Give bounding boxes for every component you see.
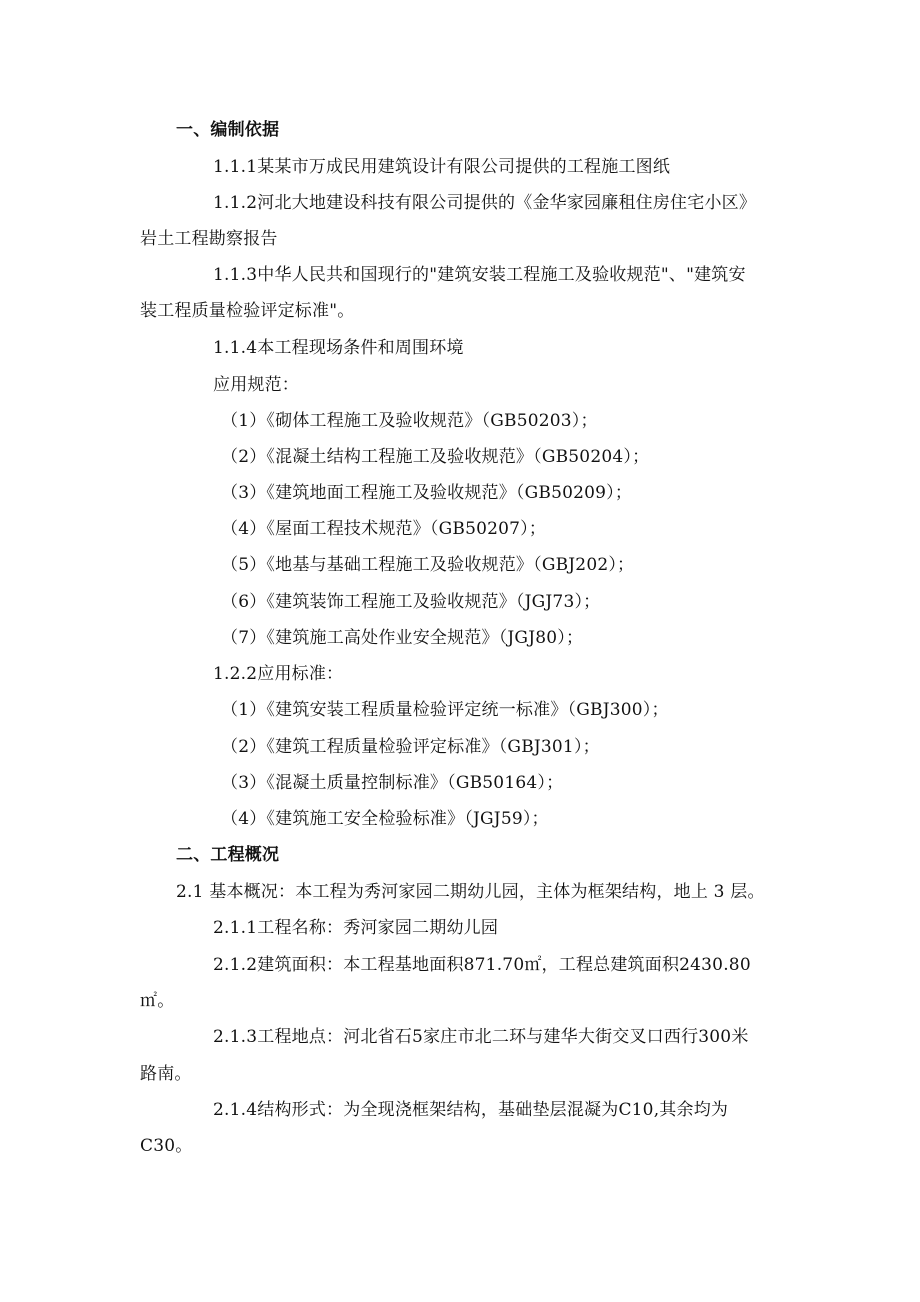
standard-item: （2）《建筑工程质量检验评定标准》（GBJ301）； xyxy=(221,737,600,757)
norm-item: （7）《建筑施工高处作业安全规范》（JGJ80）； xyxy=(221,628,584,648)
project-name: 2.1.1工程名称：秀河家园二期幼儿园 xyxy=(213,918,499,938)
para-1-1-2-line1: 1.1.2河北大地建设科技有限公司提供的《金华家园廉租住房住宅小区》 xyxy=(213,193,757,213)
norm-item: （3）《建筑地面工程施工及验收规范》（GB50209）； xyxy=(221,483,633,503)
project-location-line2: 路南。 xyxy=(140,1064,192,1084)
para-1-1-1: 1.1.1某某市万成民用建筑设计有限公司提供的工程施工图纸 xyxy=(213,157,671,177)
norm-item: （2）《混凝土结构工程施工及验收规范》（GB50204）； xyxy=(221,447,650,467)
norm-item: （4）《屋面工程技术规范》（GB50207）； xyxy=(221,519,547,539)
norms-label: 应用规范： xyxy=(213,375,299,395)
structure-type-line2: C30。 xyxy=(140,1136,193,1156)
section1-heading: 一、编制依据 xyxy=(176,120,280,140)
building-area-line1: 2.1.2建筑面积：本工程基地面积871.70㎡，工程总建筑面积2430.80 xyxy=(213,955,751,975)
standard-item: （3）《混凝土质量控制标准》（GB50164）； xyxy=(221,773,564,793)
standards-label: 1.2.2应用标准： xyxy=(213,664,344,684)
project-location-line1: 2.1.3工程地点：河北省石5家庄市北二环与建华大街交叉口西行300米 xyxy=(213,1027,749,1047)
para-1-1-2-line2: 岩土工程勘察报告 xyxy=(140,229,278,249)
para-1-1-4: 1.1.4本工程现场条件和周围环境 xyxy=(213,338,464,358)
norm-item: （1）《砌体工程施工及验收规范》（GB50203）； xyxy=(221,411,598,431)
building-area-line2: ㎡。 xyxy=(140,991,175,1011)
para-1-1-3-line1: 1.1.3中华人民共和国现行的"建筑安装工程施工及验收规范"、"建筑安 xyxy=(213,265,746,285)
structure-type-line1: 2.1.4结构形式：为全现浇框架结构，基础垫层混凝为C10,其余均为 xyxy=(213,1100,729,1120)
norm-item: （6）《建筑装饰工程施工及验收规范》（JGJ73）； xyxy=(221,592,601,612)
norm-item: （5）《地基与基础工程施工及验收规范》（GBJ202）； xyxy=(221,555,635,575)
standard-item: （1）《建筑安装工程质量检验评定统一标准》（GBJ300）； xyxy=(221,700,669,720)
section2-heading: 二、工程概况 xyxy=(176,845,280,865)
overview-paragraph: 2.1 基本概况：本工程为秀河家园二期幼儿园，主体为框架结构，地上 3 层。 xyxy=(176,882,765,902)
para-1-1-3-line2: 装工程质量检验评定标准"。 xyxy=(140,301,355,321)
standard-item: （4）《建筑施工安全检验标准》（JGJ59）； xyxy=(221,809,549,829)
